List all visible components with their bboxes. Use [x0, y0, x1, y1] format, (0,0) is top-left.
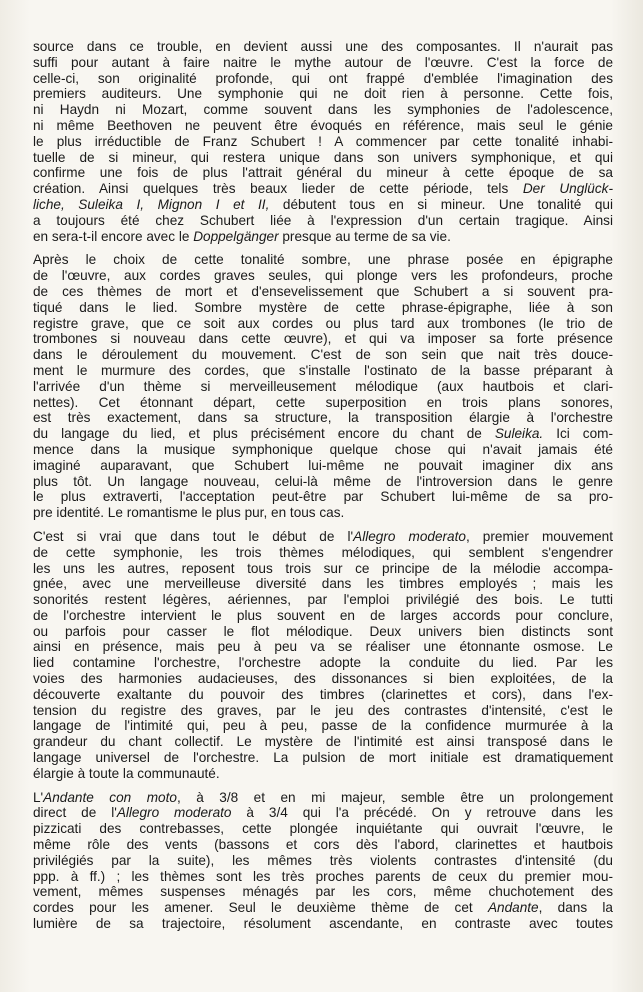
text-segment: grandeur du chant collectif. Le mystère de l'intimité est ainsi transposé dans le: [33, 734, 613, 750]
text-line: [33, 268, 613, 284]
text-segment: de ces thèmes de mort et d'ensevelissement que Schubert a si souvent pra-: [33, 283, 613, 299]
text-segment: ni même Beethoven ne peuvent être évoqués en référence, mais seul le génie: [33, 117, 613, 133]
text-segment: L': [33, 789, 44, 805]
italic-text: Doppelgänger: [193, 228, 279, 244]
italic-text: Allegro moderato: [353, 528, 466, 544]
italic-text: Der Unglück-: [522, 181, 613, 197]
text-segment: voies des harmonies audacieuses, des dissonances si bien exploitées, de la: [33, 671, 613, 687]
text-segment: cordes pour les amener. Seul le deuxième thème de cet: [33, 900, 488, 916]
text-segment: à 3/4 qui l'a précédé. On y retrouve dans les: [231, 805, 613, 821]
text-segment: C'est si vrai que dans tout le début de l': [33, 528, 354, 544]
text-segment: gnée, avec une merveilleuse diversité dans les timbres employés ; mais les: [33, 576, 613, 592]
text-segment: le plus extraverti, l'acceptation peut-être par Schubert lui-même de sa pro-: [33, 489, 613, 505]
text-line: [33, 734, 613, 750]
text-segment: , dans la: [538, 900, 613, 916]
italic-text: Andante: [487, 900, 539, 916]
text-line: [33, 363, 613, 379]
text-segment: l'arrivée d'un thème si merveilleusement mélodique (aux hautbois et clari-: [33, 378, 613, 394]
italic-text: Allegro moderato: [116, 805, 232, 821]
text-line: [33, 213, 613, 229]
text-segment: même rôle des vents (bassons et cors dès l'abord, clarinettes et hautbois: [33, 837, 613, 853]
text-segment: trombones si nouveau dans cette œuvre), et qui va imposer sa forte présence: [33, 331, 613, 347]
text-line: [33, 718, 613, 734]
text-segment: celle-ci, son originalité profonde, qui ont frappé d'emblée l'imagination des: [33, 70, 613, 86]
text-segment: nettes). Cet étonnant départ, cette superposition en trois plans sonores,: [33, 394, 613, 410]
text-segment: source dans ce trouble, en devient aussi une des composantes. Il n'aurait pas: [33, 39, 613, 54]
text-segment: mence dans la musique symphonique quelque chose qui n'avait jamais été: [33, 441, 613, 457]
text-line: [33, 900, 613, 916]
text-line: [33, 331, 613, 347]
text-segment: les uns les autres, reposent tous trois sur ce principe de la mélodie accompa-: [33, 560, 613, 576]
text-line: [33, 426, 613, 442]
text-segment: découverte exaltante du pouvoir des timbres (clarinettes et cors), dans l'ex-: [33, 686, 613, 702]
text-line: [33, 197, 613, 213]
text-line: [33, 805, 613, 821]
text-body: [33, 39, 613, 940]
text-segment: premiers auditeurs. Une symphonie qui ne doit rien à personne. Cette fois,: [33, 86, 613, 102]
text-segment: dans le déroulement du mouvement. C'est de son sein que nait très douce-: [33, 347, 613, 363]
text-line: [33, 703, 613, 719]
text-line: [33, 766, 613, 782]
text-segment: registre grave, que ce soit aux cordes ou plus tard aux trombones (le trio de: [33, 315, 613, 331]
text-line: [33, 576, 613, 592]
text-line: [33, 395, 613, 411]
text-line: [33, 624, 613, 640]
text-segment: tuelle de si mineur, qui restera unique dans son univers symphonique, et qui: [33, 149, 613, 165]
text-segment: élargie à toute la communauté.: [33, 765, 220, 781]
text-line: [33, 102, 613, 118]
text-line: [33, 489, 613, 505]
text-line: [33, 545, 613, 561]
text-line: [33, 229, 613, 245]
text-line: [33, 39, 613, 55]
text-segment: direct de l': [33, 805, 117, 821]
text-line: [33, 410, 613, 426]
text-line: [33, 300, 613, 316]
text-segment: suffi pour autant à faire naitre le mythe autour de l'œuvre. C'est la force de: [33, 54, 613, 70]
paragraph: [33, 790, 613, 932]
paragraph: [33, 252, 613, 521]
text-line: [33, 86, 613, 102]
text-line: [33, 869, 613, 885]
text-segment: Après le choix de cette tonalité sombre, une phrase posée en épigraphe: [33, 252, 613, 268]
text-line: [33, 837, 613, 853]
text-line: [33, 284, 613, 300]
text-line: [33, 505, 613, 521]
italic-text: liche, Suleika I, Mignon I et II,: [33, 196, 270, 212]
text-segment: ou parfois pour casser le flot mélodique. Deux univers bien distincts sont: [33, 623, 613, 639]
text-line: [33, 442, 613, 458]
text-line: [33, 790, 613, 806]
text-line: [33, 458, 613, 474]
text-line: [33, 529, 613, 545]
text-line: [33, 608, 613, 624]
text-segment: en sera-t-il encore avec le: [33, 228, 194, 244]
text-segment: est très exactement, dans sa structure, la transposition élargie à l'orchestre: [33, 410, 613, 426]
text-segment: vement, mêmes suspenses ménagés par les cors, même chuchotement des: [33, 884, 613, 900]
text-segment: privilégiés par la suite), les mêmes très violents contrastes d'intensité (du: [33, 852, 613, 868]
text-line: [33, 671, 613, 687]
text-segment: tiqué dans le lied. Sombre mystère de cette phrase-épigraphe, liée à son: [33, 299, 613, 315]
text-segment: , à 3/8 et en mi majeur, semble être un prolongement: [176, 789, 613, 805]
italic-text: Andante con moto: [43, 789, 177, 805]
text-line: [33, 252, 613, 268]
text-segment: pizzicati des contrebasses, cette plongée inquiétante qui ouvrait l'œuvre, le: [33, 821, 613, 837]
text-line: [33, 150, 613, 166]
text-segment: de cette symphonie, les trois thèmes mélodiques, qui semblent s'engendrer: [33, 544, 613, 560]
text-line: [33, 687, 613, 703]
text-line: [33, 379, 613, 395]
text-segment: le plus irréductible de Franz Schubert ! A commencer par cette tonalité inhabi-: [33, 133, 613, 149]
text-segment: pre identité. Le romantisme le plus pur, en tous cas.: [33, 505, 345, 521]
text-line: [33, 181, 613, 197]
text-line: [33, 884, 613, 900]
text-segment: ni Haydn ni Mozart, comme souvent dans les symphonies de l'adolescence,: [33, 102, 613, 118]
text-segment: lied contamine l'orchestre, l'orchestre adopte la conduite du lied. Par les: [33, 655, 613, 671]
text-line: [33, 853, 613, 869]
text-segment: de l'œuvre, aux cordes graves seules, qui plonge vers les profondeurs, proche: [33, 268, 613, 284]
text-line: [33, 316, 613, 332]
text-line: [33, 916, 613, 932]
text-line: [33, 347, 613, 363]
text-segment: lumière de sa trajectoire, résolument ascendante, en contraste avec toutes: [33, 916, 613, 932]
paragraph: [33, 529, 613, 782]
text-segment: sonorités restent légères, aériennes, par l'emploi privilégié des bois. Le tutti: [33, 592, 613, 608]
text-line: [33, 474, 613, 490]
text-line: [33, 118, 613, 134]
text-segment: ment le murmure des cordes, que s'installe l'ostinato de la basse préparant à: [33, 362, 613, 378]
text-segment: débutent tous en si mineur. Une tonalité qui: [269, 196, 613, 212]
text-line: [33, 655, 613, 671]
text-segment: plus tôt. Un langage nouveau, celui-là même de l'introversion dans le genre: [33, 473, 613, 489]
text-segment: confirme une fois de plus l'attrait général du mineur à cette époque de sa: [33, 165, 613, 181]
text-line: [33, 561, 613, 577]
text-segment: ainsi en présence, mais peu à peu va se réaliser une étonnante osmose. Le: [33, 639, 613, 655]
text-line: [33, 71, 613, 87]
text-line: [33, 821, 613, 837]
text-segment: du langage du lied, et plus précisément encore du chant de: [33, 426, 495, 442]
text-segment: langage de l'intimité qui, peu à peu, passe de la confidence murmurée à la: [33, 718, 613, 734]
text-segment: Ici com-: [543, 426, 614, 442]
text-line: [33, 55, 613, 71]
text-segment: tension du registre des graves, par le jeu des contrastes d'intensité, c'est le: [33, 702, 613, 718]
text-segment: presque au terme de sa vie.: [278, 228, 451, 244]
text-line: [33, 592, 613, 608]
text-line: [33, 639, 613, 655]
text-segment: ppp. à ff.) ; les thèmes sont les très proches parents de ceux du premier mou-: [33, 868, 613, 884]
italic-text: Suleika.: [494, 426, 544, 442]
text-line: [33, 165, 613, 181]
text-segment: de l'orchestre intervient le plus souvent en de larges accords pour conclure,: [33, 607, 613, 623]
text-segment: création. Ainsi quelques très beaux lieder de cette période, tels: [33, 181, 523, 197]
text-segment: langage universel de l'orchestre. La pulsion de mort initiale est dramatiquement: [33, 750, 613, 766]
text-line: [33, 134, 613, 150]
paragraph: [33, 39, 613, 244]
text-segment: imaginé auparavant, que Schubert lui-même ne pouvait imaginer dix ans: [33, 457, 613, 473]
text-segment: a toujours été chez Schubert liée à l'expression d'un certain tragique. Ainsi: [33, 212, 613, 228]
text-line: [33, 750, 613, 766]
text-segment: , premier mouvement: [465, 528, 613, 544]
